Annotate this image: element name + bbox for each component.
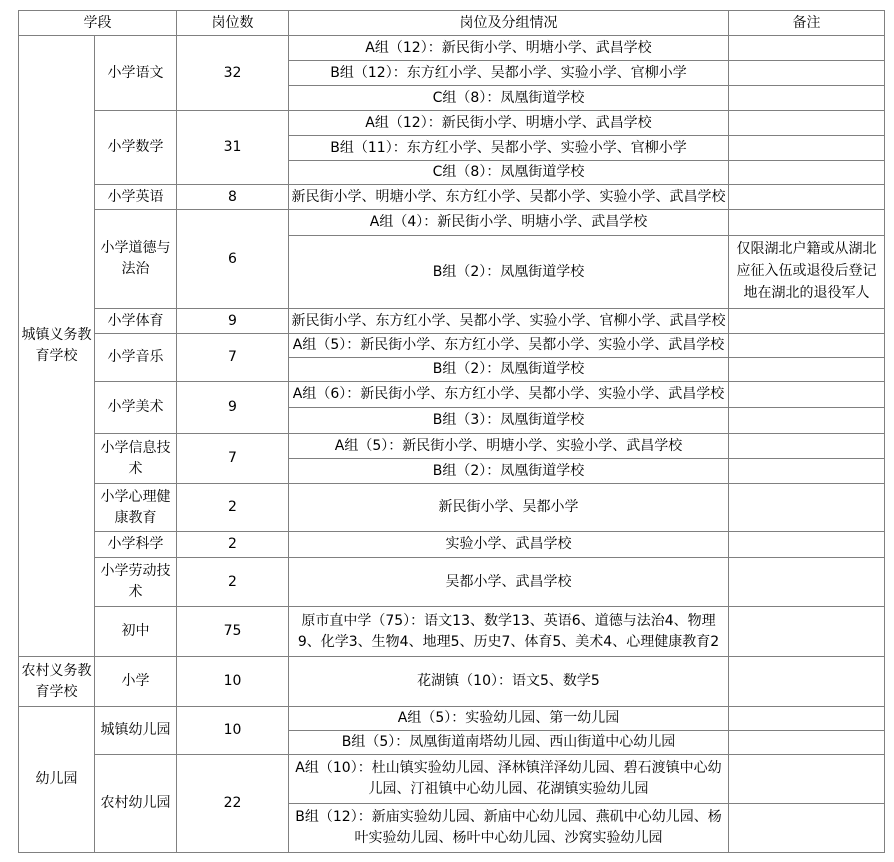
subject-cell: 小学科学	[95, 532, 177, 558]
remark-cell	[729, 36, 885, 61]
detail-cell: B组（11）：东方红小学、吴都小学、实验小学、官柳小学	[289, 136, 729, 161]
table-row	[19, 434, 885, 459]
remark-cell	[729, 484, 885, 532]
detail-cell: 原市直中学（75）：语文13、数学13、英语6、道德与法治4、物理9、化学3、生物4、地理5、历史7、体育5、美术4、心理健康教育2	[289, 607, 729, 657]
positions-table	[18, 10, 885, 853]
count-cell: 31	[177, 111, 289, 185]
subject-cell: 小学道德与法治	[95, 210, 177, 309]
remark-cell	[729, 210, 885, 236]
table-row	[19, 185, 885, 210]
remark-cell	[729, 657, 885, 707]
subject-cell: 小学心理健康教育	[95, 484, 177, 532]
detail-cell: 花湖镇（10）：语文5、数学5	[289, 657, 729, 707]
detail-cell: B组（5）：凤凰街道南塔幼儿园、西山街道中心幼儿园	[289, 731, 729, 755]
subject-cell: 小学英语	[95, 185, 177, 210]
table-row	[19, 111, 885, 136]
table-row	[19, 36, 885, 61]
subject-cell: 农村幼儿园	[95, 755, 177, 853]
subject-cell: 小学体育	[95, 309, 177, 334]
detail-cell: B组（2）：凤凰街道学校	[289, 358, 729, 382]
detail-cell: B组（2）：凤凰街道学校	[289, 459, 729, 484]
table-row	[19, 707, 885, 731]
table-row	[19, 334, 885, 358]
detail-cell: A组（10）：杜山镇实验幼儿园、泽林镇洋泽幼儿园、碧石渡镇中心幼儿园、汀祖镇中心幼儿园、花湖镇实验幼儿园	[289, 755, 729, 804]
remark-cell	[729, 61, 885, 86]
subject-cell: 小学数学	[95, 111, 177, 185]
table-row	[19, 657, 885, 707]
table-row	[19, 309, 885, 334]
count-cell: 6	[177, 210, 289, 309]
remark-cell: 仅限湖北户籍或从湖北应征入伍或退役后登记地在湖北的退役军人	[729, 236, 885, 309]
col-header-stage: 学段	[19, 11, 177, 36]
count-cell: 2	[177, 532, 289, 558]
count-cell: 32	[177, 36, 289, 111]
count-cell: 2	[177, 484, 289, 532]
remark-cell	[729, 804, 885, 853]
detail-cell: A组（5）：新民街小学、东方红小学、吴都小学、实验小学、武昌学校	[289, 334, 729, 358]
table-row	[19, 532, 885, 558]
subject-cell: 小学美术	[95, 382, 177, 434]
remark-cell	[729, 136, 885, 161]
count-cell: 22	[177, 755, 289, 853]
subject-cell: 小学语文	[95, 36, 177, 111]
subject-cell: 小学	[95, 657, 177, 707]
detail-cell: A组（12）：新民街小学、明塘小学、武昌学校	[289, 111, 729, 136]
section-cell: 城镇义务教育学校	[19, 36, 95, 657]
remark-cell	[729, 558, 885, 607]
remark-cell	[729, 434, 885, 459]
table-row	[19, 382, 885, 408]
remark-cell	[729, 161, 885, 185]
detail-cell: B组（2）：凤凰街道学校	[289, 236, 729, 309]
section-cell: 农村义务教育学校	[19, 657, 95, 707]
table-row	[19, 484, 885, 532]
detail-cell: A组（4）：新民街小学、明塘小学、武昌学校	[289, 210, 729, 236]
count-cell: 2	[177, 558, 289, 607]
detail-cell: A组（5）：实验幼儿园、第一幼儿园	[289, 707, 729, 731]
subject-cell: 小学劳动技术	[95, 558, 177, 607]
detail-cell: B组（3）：凤凰街道学校	[289, 408, 729, 434]
detail-cell: B组（12）：新庙实验幼儿园、新庙中心幼儿园、燕矶中心幼儿园、杨叶实验幼儿园、杨叶中心幼儿园、沙窝实验幼儿园	[289, 804, 729, 853]
remark-cell	[729, 334, 885, 358]
subject-cell: 城镇幼儿园	[95, 707, 177, 755]
count-cell: 9	[177, 309, 289, 334]
detail-cell: C组（8）：凤凰街道学校	[289, 161, 729, 185]
detail-cell: 新民街小学、吴都小学	[289, 484, 729, 532]
table-row	[19, 210, 885, 236]
header-row	[19, 11, 885, 36]
detail-cell: A组（6）：新民街小学、东方红小学、吴都小学、实验小学、武昌学校	[289, 382, 729, 408]
col-header-count: 岗位数	[177, 11, 289, 36]
table-row	[19, 558, 885, 607]
subject-cell: 小学信息技术	[95, 434, 177, 484]
detail-cell: 新民街小学、东方红小学、吴都小学、实验小学、官柳小学、武昌学校	[289, 309, 729, 334]
remark-cell	[729, 86, 885, 111]
remark-cell	[729, 111, 885, 136]
remark-cell	[729, 185, 885, 210]
detail-cell: A组（12）：新民街小学、明塘小学、武昌学校	[289, 36, 729, 61]
remark-cell	[729, 459, 885, 484]
remark-cell	[729, 309, 885, 334]
detail-cell: B组（12）：东方红小学、吴都小学、实验小学、官柳小学	[289, 61, 729, 86]
count-cell: 10	[177, 707, 289, 755]
table-row	[19, 607, 885, 657]
remark-cell	[729, 358, 885, 382]
remark-cell	[729, 607, 885, 657]
col-header-remark: 备注	[729, 11, 885, 36]
count-cell: 10	[177, 657, 289, 707]
remark-cell	[729, 707, 885, 731]
detail-cell: 吴都小学、武昌学校	[289, 558, 729, 607]
remark-cell	[729, 755, 885, 804]
detail-cell: C组（8）：凤凰街道学校	[289, 86, 729, 111]
detail-cell: 新民街小学、明塘小学、东方红小学、吴都小学、实验小学、武昌学校	[289, 185, 729, 210]
subject-cell: 初中	[95, 607, 177, 657]
subject-cell: 小学音乐	[95, 334, 177, 382]
count-cell: 9	[177, 382, 289, 434]
count-cell: 7	[177, 434, 289, 484]
count-cell: 7	[177, 334, 289, 382]
col-header-detail: 岗位及分组情况	[289, 11, 729, 36]
remark-cell	[729, 382, 885, 408]
detail-cell: A组（5）：新民街小学、明塘小学、实验小学、武昌学校	[289, 434, 729, 459]
remark-cell	[729, 731, 885, 755]
table-row	[19, 755, 885, 804]
remark-cell	[729, 532, 885, 558]
section-cell: 幼儿园	[19, 707, 95, 853]
remark-cell	[729, 408, 885, 434]
detail-cell: 实验小学、武昌学校	[289, 532, 729, 558]
count-cell: 75	[177, 607, 289, 657]
count-cell: 8	[177, 185, 289, 210]
